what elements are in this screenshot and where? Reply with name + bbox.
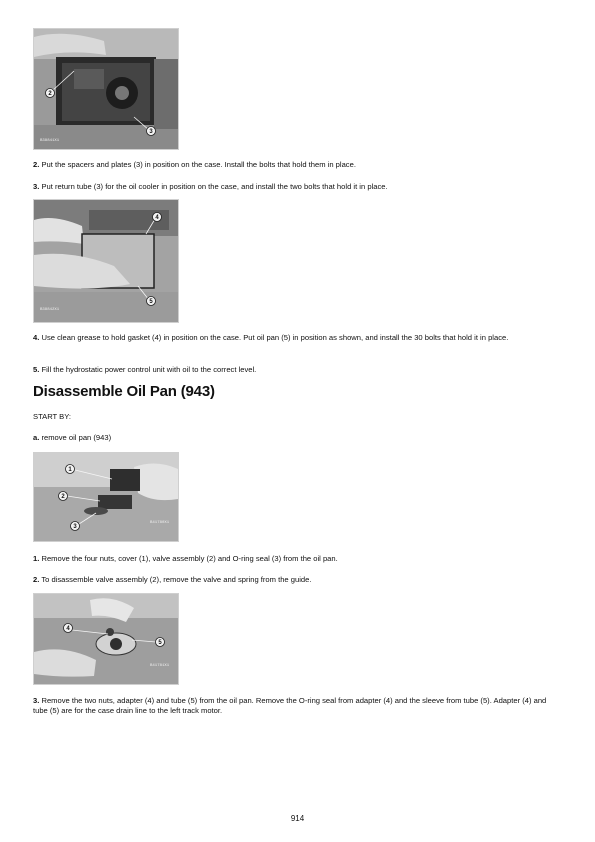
step-disassemble-2: 2. To disassemble valve assembly (2), remove the valve and spring from the guide. <box>33 575 312 584</box>
step-disassemble-3: 3. Remove the two nuts, adapter (4) and tube (5) from the oil pan. Remove the O-ring seal from adapter (4) and the sleeve from tube (5). Adapter (4) and tube (5) are for the case drain line to the left track motor. <box>33 696 547 715</box>
callout-1 <box>66 465 75 474</box>
svg-text:1: 1 <box>68 467 72 473</box>
callout-2 <box>46 89 55 98</box>
step-install-2: 2. Put the spacers and plates (3) in position on the case. Install the bolts that hold them in place. <box>33 160 356 169</box>
callout-5 <box>147 297 156 306</box>
callout-3 <box>71 522 80 531</box>
svg-text:3: 3 <box>149 129 153 135</box>
svg-text:5: 5 <box>149 299 153 305</box>
figure-code: B41780X1 <box>150 521 170 525</box>
figure-code: B41781X1 <box>150 664 170 668</box>
figure-photo-case-plates <box>33 28 179 150</box>
callout-3 <box>147 127 156 136</box>
step-install-5: 5. Fill the hydrostatic power control unit with oil to the correct level. <box>33 365 257 374</box>
svg-text:3: 3 <box>73 524 77 530</box>
svg-text:4: 4 <box>66 626 70 632</box>
figure-code: B38841X1 <box>40 139 60 143</box>
page-number: 914 <box>290 814 305 823</box>
svg-text:4: 4 <box>155 215 159 221</box>
start-by-label: START BY: <box>33 412 71 421</box>
callout-4 <box>64 624 73 633</box>
figure-photo-valve-cover <box>33 452 179 542</box>
section-title: Disassemble Oil Pan (943) <box>33 383 215 400</box>
callout-5 <box>156 638 165 647</box>
step-install-4: 4. Use clean grease to hold gasket (4) in position on the case. Put oil pan (5) in position as shown, and install the 30 bolts that hold it in place. <box>33 333 509 342</box>
callout-2 <box>59 492 68 501</box>
step-disassemble-1: 1. Remove the four nuts, cover (1), valve assembly (2) and O-ring seal (3) from the oil pan. <box>33 554 338 563</box>
callout-4 <box>153 213 162 222</box>
figure-code: B38842X1 <box>40 308 60 312</box>
figure-photo-adapter-tube <box>33 593 179 685</box>
figure-photo-oil-pan-install <box>33 199 179 323</box>
svg-text:5: 5 <box>158 640 162 646</box>
start-by-item: a. remove oil pan (943) <box>33 433 112 442</box>
svg-text:2: 2 <box>48 91 52 97</box>
svg-text:2: 2 <box>61 494 65 500</box>
step-install-3: 3. Put return tube (3) for the oil cooler in position on the case, and install the two bolts that hold it in place. <box>33 182 388 191</box>
